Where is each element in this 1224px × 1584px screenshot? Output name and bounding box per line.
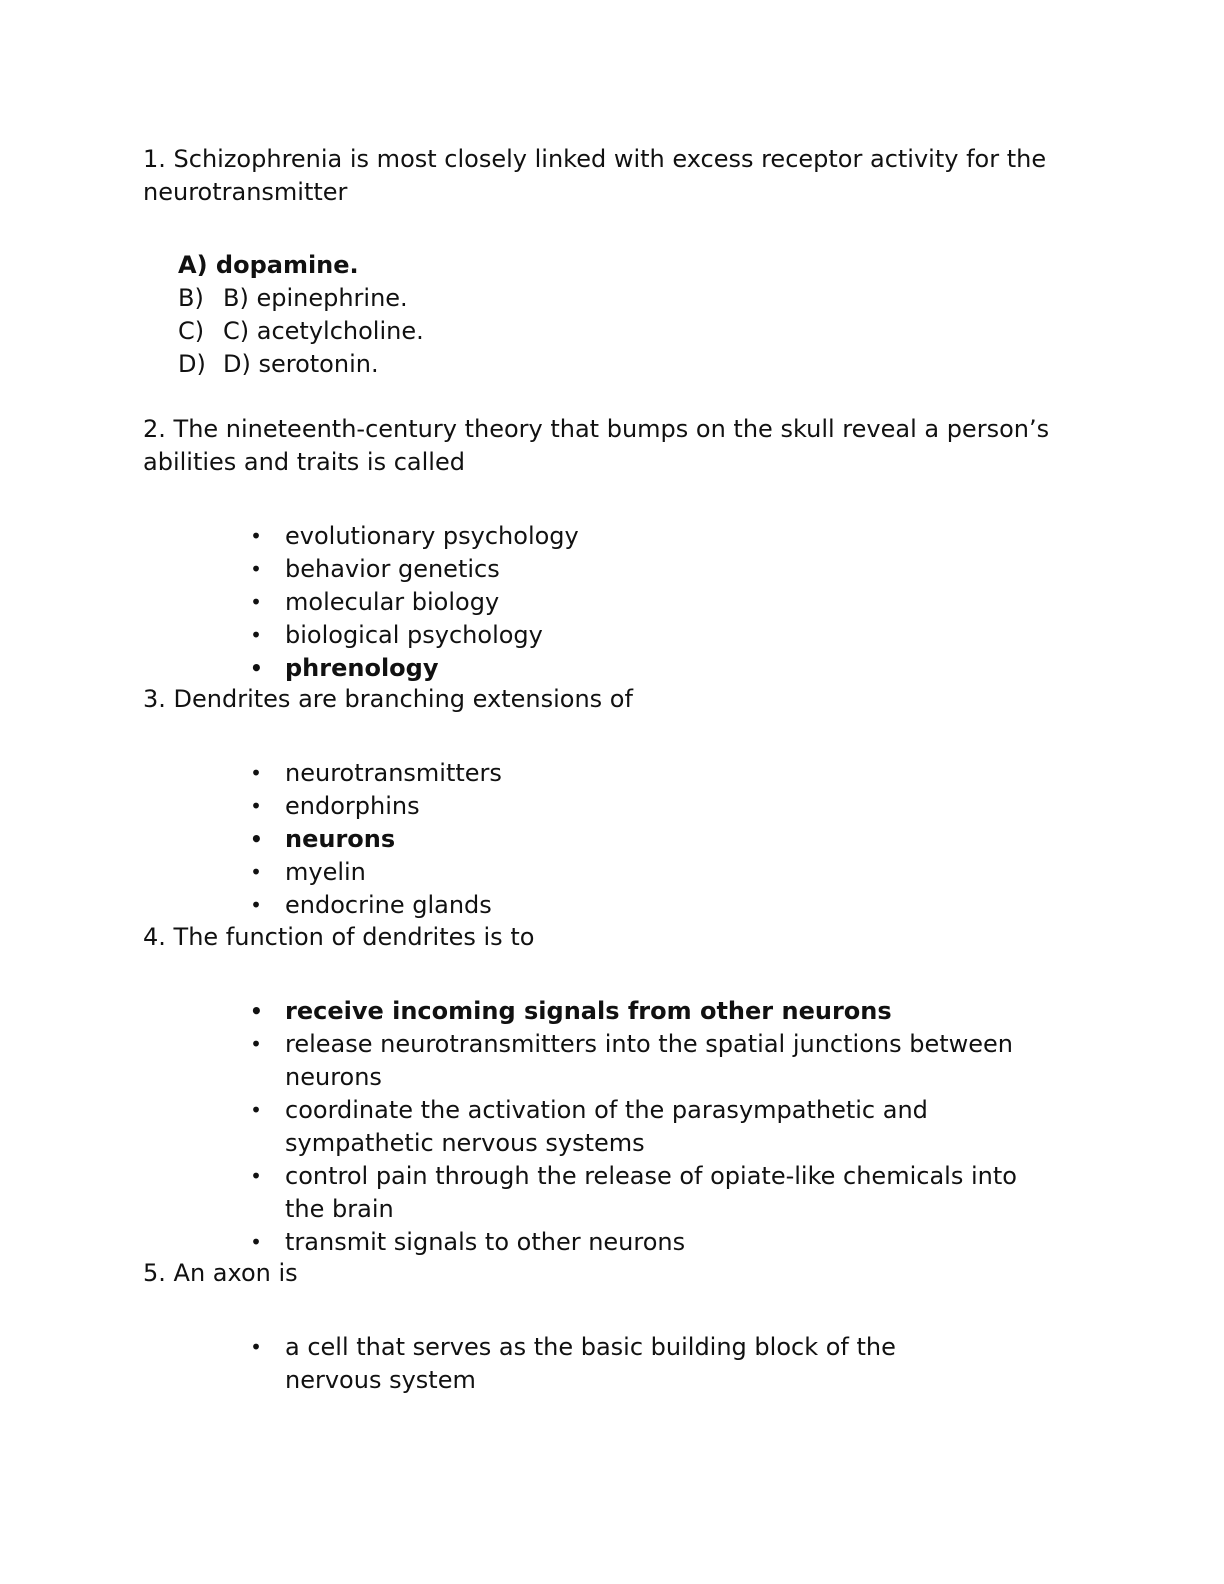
list-item bbox=[250, 1331, 970, 1397]
option-text: C) acetylcholine. bbox=[223, 317, 424, 345]
list-item bbox=[250, 1028, 1020, 1094]
question-5-options bbox=[250, 1331, 970, 1397]
bullet-icon: • bbox=[250, 1230, 262, 1254]
list-item bbox=[250, 856, 1050, 889]
question-2-text: 2. The nineteenth-century theory that bumps on the skull reveal a person’s abilities and traits is called bbox=[143, 415, 1050, 476]
option-text: B) epinephrine. bbox=[223, 284, 408, 312]
question-3-text: 3. Dendrites are branching extensions of bbox=[143, 685, 633, 713]
bullet-icon: • bbox=[250, 860, 262, 884]
bullet-icon: • bbox=[250, 623, 262, 647]
question-5-text: 5. An axon is bbox=[143, 1259, 298, 1287]
bullet-icon: • bbox=[250, 524, 262, 548]
bullet-icon: • bbox=[250, 794, 262, 818]
bullet-icon: • bbox=[250, 999, 263, 1023]
list-item bbox=[250, 1160, 1020, 1226]
option-text: neurotransmitters bbox=[285, 759, 502, 787]
option-text: molecular biology bbox=[285, 588, 500, 616]
option-label: B) bbox=[178, 284, 204, 312]
bullet-icon: • bbox=[250, 761, 262, 785]
list-item bbox=[250, 1094, 1020, 1160]
list-item bbox=[250, 757, 1050, 790]
question-3-options bbox=[250, 757, 1050, 922]
list-item bbox=[250, 553, 1050, 586]
question-4-text: 4. The function of dendrites is to bbox=[143, 923, 535, 951]
list-item bbox=[250, 619, 1050, 652]
option-text: phrenology bbox=[285, 654, 439, 682]
bullet-icon: • bbox=[250, 827, 263, 851]
option-text: endocrine glands bbox=[285, 891, 492, 919]
option-text: biological psychology bbox=[285, 621, 543, 649]
question-4-options bbox=[250, 995, 1020, 1259]
option-text: receive incoming signals from other neurons bbox=[285, 997, 892, 1025]
bullet-icon: • bbox=[250, 893, 262, 917]
question-1-option-a bbox=[178, 249, 359, 282]
question-1-option-d bbox=[178, 348, 379, 381]
bullet-icon: • bbox=[250, 590, 262, 614]
option-text: transmit signals to other neurons bbox=[285, 1228, 686, 1256]
list-item bbox=[250, 790, 1050, 823]
option-text: neurons bbox=[285, 825, 396, 853]
option-label: C) bbox=[178, 317, 205, 345]
option-text: coordinate the activation of the parasympathetic and sympathetic nervous systems bbox=[285, 1096, 928, 1157]
list-item bbox=[250, 586, 1050, 619]
option-text: a cell that serves as the basic building block of the nervous system bbox=[285, 1333, 896, 1394]
bullet-icon: • bbox=[250, 656, 263, 680]
option-text: A) dopamine. bbox=[178, 251, 359, 279]
list-item bbox=[250, 1226, 1020, 1259]
option-text: release neurotransmitters into the spatial junctions between neurons bbox=[285, 1030, 1014, 1091]
list-item bbox=[250, 520, 1050, 553]
bullet-icon: • bbox=[250, 1032, 262, 1056]
option-label: D) bbox=[178, 350, 206, 378]
question-1-text: 1. Schizophrenia is most closely linked with excess receptor activity for the neurotransmitter bbox=[143, 145, 1047, 206]
option-text: control pain through the release of opiate-like chemicals into the brain bbox=[285, 1162, 1017, 1223]
option-text: endorphins bbox=[285, 792, 420, 820]
list-item bbox=[250, 889, 1050, 922]
option-text: myelin bbox=[285, 858, 366, 886]
list-item-correct bbox=[250, 995, 1020, 1028]
option-text: D) serotonin. bbox=[223, 350, 379, 378]
bullet-icon: • bbox=[250, 1098, 262, 1122]
question-2-options bbox=[250, 520, 1050, 685]
option-text: evolutionary psychology bbox=[285, 522, 579, 550]
bullet-icon: • bbox=[250, 1164, 262, 1188]
bullet-icon: • bbox=[250, 557, 262, 581]
question-1-option-b bbox=[178, 282, 408, 315]
bullet-icon: • bbox=[250, 1335, 262, 1359]
list-item-correct bbox=[250, 652, 1050, 685]
option-text: behavior genetics bbox=[285, 555, 500, 583]
list-item-correct bbox=[250, 823, 1050, 856]
question-1-option-c bbox=[178, 315, 424, 348]
